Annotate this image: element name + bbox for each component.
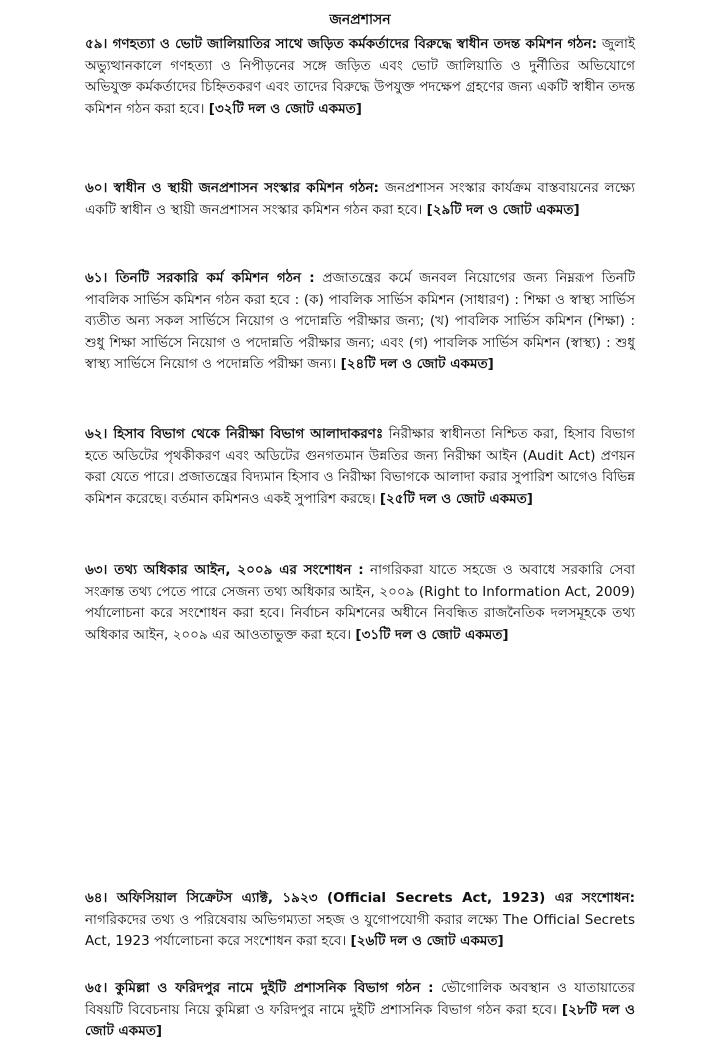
recommendation-title: ৬২। হিসাব বিভাগ থেকে নিরীক্ষা বিভাগ আলাদাকরণঃ (85, 426, 384, 442)
recommendation-title: ৬৫। কুমিল্লা ও ফরিদপুর নামে দুইটি প্রশাসনিক বিভাগ গঠন : (85, 980, 434, 996)
consensus-tag: [২৪টি দল ও জোট একমত] (340, 356, 494, 372)
recommendation-62 (85, 424, 635, 510)
recommendation-61 (85, 268, 635, 376)
consensus-tag: [২৫টি দল ও জোট একমত] (379, 490, 533, 507)
recommendation-title: ৫৯। গণহত্যা ও ভোট জালিয়াতির সাথে জড়িত কর্মকর্তাদের বিরুদ্ধে স্বাধীন তদন্ত কমিশন গঠন: (85, 36, 598, 52)
consensus-tag: [২৬টি দল ও জোট একমত] (350, 933, 504, 949)
recommendation-65 (85, 978, 635, 1043)
recommendation-body: নাগরিকরা যাতে সহজে ও অবাধে সরকারি সেবা সংক্রান্ত তথ্য পেতে পারে সেজন্য তথ্য অধিকার আইন, ২০০৯ (Right to Information Act, 2009) পর্যালোচনা করে সংশোধন করা হবে। নির্বাচন কমিশনের অধীনে নিবন্ধিত রাজনৈতিক দলসমূহকে তথ্য অধিকার আইন, ২০০৯ এর আওতাভুক্ত করা হবে। (85, 562, 635, 643)
recommendation-63 (85, 560, 635, 646)
recommendation-body: জনপ্রশাসন সংস্কার কার্যক্রম বাস্তবায়নের লক্ষ্যে একটি স্বাধীন ও স্থায়ী জনপ্রশাসন সংস্কার কমিশন গঠন করা হবে। (85, 180, 635, 218)
recommendation-body: নিরীক্ষার স্বাধীনতা নিশ্চিত করা, হিসাব বিভাগ হতে অডিটের পৃথকীকরণ এবং অডিটের গুনগতমান উন্নতির জন্য নিরীক্ষা আইন (Audit Act) প্রণয়ন করা যেতে পারে। প্রজাতন্ত্রের বিদ্যমান হিসাব ও নিরীক্ষা বিভাগকে আলাদা করার সুপারিশ আগেও বিভিন্ন কমিশন করেছে। বর্তমান কমিশনও একই সুপারিশ করছে। (85, 426, 636, 507)
recommendation-60 (85, 178, 635, 221)
recommendation-59 (85, 34, 635, 120)
consensus-tag: [৩১টি দল ও জোট একমত] (355, 626, 509, 643)
recommendation-body: ভৌগোলিক অবস্থান ও যাতায়াতের বিষয়টি বিবেচনায় নিয়ে কুমিল্লা ও ফরিদপুর নামে দুইটি প্রশাসনিক বিভাগ গঠন করা হবে। (85, 980, 635, 1018)
recommendation-title: ৬০। স্বাধীন ও স্থায়ী জনপ্রশাসন সংস্কার কমিশন গঠন: (85, 180, 379, 196)
section-heading: জনপ্রশাসন (329, 12, 391, 28)
recommendation-body: নাগরিকদের তথ্য ও পরিষেবায় অভিগম্যতা সহজ ও যুগোপযোগী করার লক্ষ্যে The Official Secrets Act, 1923 পর্যালোচনা করে সংশোধন করা হবে। (85, 911, 635, 949)
consensus-tag: [২৮টি দল ও জোট একমত] (85, 1001, 635, 1039)
recommendation-title: ৬১। তিনটি সরকারি কর্ম কমিশন গঠন : (85, 270, 315, 286)
consensus-tag: [২৯টি দল ও জোট একমত] (426, 201, 580, 218)
recommendation-64 (85, 888, 635, 953)
recommendation-body: জুলাই অভ্যুত্থানকালে গণহত্যা ও নিপীড়নের সঙ্গে জড়িত এবং ভোট জালিয়াতি ও দুর্নীতির অভিযোগে অভিযুক্ত কর্মকর্তাদের চিহ্নিতকরণ এবং তাদের বিরুদ্ধে উপযুক্ত পদক্ষেপ গ্রহণের জন্য একটি স্বাধীন তদন্ত কমিশন গঠন করা হবে। (85, 36, 635, 117)
recommendation-body: প্রজাতন্ত্রের কর্মে জনবল নিয়োগের জন্য নিম্নরূপ তিনটি পাবলিক সার্ভিস কমিশন গঠন করা হবে : (ক) পাবলিক সার্ভিস কমিশন (সাধারণ) : শিক্ষা ও স্বাস্থ্য সার্ভিস ব্যতীত অন্য সকল সার্ভিসে নিয়োগ ও পদোন্নতি পরীক্ষার জন্য; (খ) পাবলিক সার্ভিস কমিশন (শিক্ষা) : শুধু শিক্ষা সার্ভিসে নিয়োগ ও পদোন্নতি পরীক্ষার জন্য; এবং (গ) পাবলিক সার্ভিস কমিশন (স্বাস্থ্য) : শুধু স্বাস্থ্য সার্ভিসে নিয়োগ ও পদোন্নতি পরীক্ষা জন্য। (85, 270, 635, 372)
consensus-tag: [৩২টি দল ও জোট একমত] (208, 100, 362, 117)
recommendation-title: ৬৩। তথ্য অধিকার আইন, ২০০৯ এর সংশোধন : (85, 562, 364, 578)
recommendation-title: ৬৪। অফিসিয়াল সিক্রেটস এ্যাক্ট, ১৯২৩ (Official Secrets Act, 1923) এর সংশোধন: (85, 890, 635, 906)
